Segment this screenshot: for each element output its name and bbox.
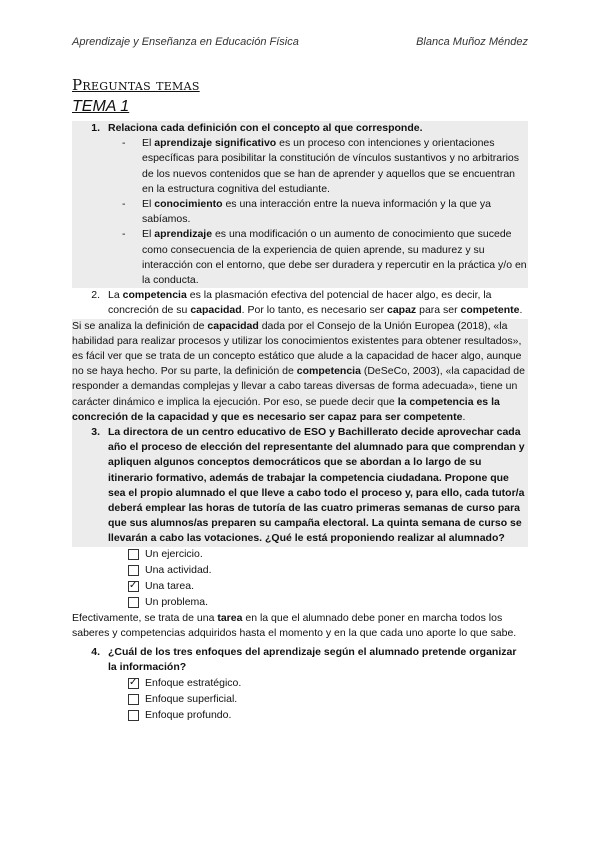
question-2: 2. La competencia es la plasmación efectiva del potencial de hacer algo, es decir, la concreción de su capacidad. Por lo tanto, es necesario ser capaz para ser competente. bbox=[72, 288, 528, 318]
option-row[interactable] bbox=[128, 692, 528, 708]
bold-term: competencia bbox=[296, 365, 361, 378]
option-row[interactable] bbox=[128, 547, 528, 563]
text: El bbox=[142, 228, 155, 241]
checkbox-checked[interactable] bbox=[128, 581, 139, 592]
dash-bullet: - bbox=[122, 228, 126, 241]
bold-term: capacidad bbox=[190, 304, 242, 317]
bold-term: aprendizaje bbox=[154, 228, 213, 241]
answer-3-paragraph: Efectivamente, se trata de una tarea en la que el alumnado debe poner en marcha todos los saberes y competencias adquiridos hasta el momento y en la que cada uno aporte lo que sabe. bbox=[72, 611, 517, 639]
question-number: 2. bbox=[91, 289, 100, 302]
bold-term: capaz bbox=[387, 304, 417, 317]
question-3 bbox=[72, 425, 528, 547]
question-text: La directora de un centro educativo de ESO y Bachillerato decide aprovechar cada año el proceso de elección del representante del alumnado para que comprendan y apliquen algunos conceptos democráticos que se abordan a lo largo de su itinerario formativo, además de trabajar la competencia ciudadana. Propone que sea el propio alumnado el que lleve a cabo todo el proceso y, para ello, cada tutor/a deberá emplear las horas de tutoría de las cuatro primeras semanas de curso para que sus alumnos/as preparen su campaña electoral. La quinta semana de curso se llevarán a cabo las votaciones. ¿Qué le está proponiendo realizar al alumnado? bbox=[108, 426, 525, 545]
question-3-options bbox=[72, 547, 528, 611]
bold-term: conocimiento bbox=[154, 198, 223, 211]
explanation-paragraph: Si se analiza la definición de capacidad dada por el Consejo de la Unión Europea (2018), «la habilidad para realizar procesos y utilizar los conocimientos existentes para obtener resultados», es fácil ver que se trata de un concepto estático que alude a la capacidad de hacer algo, aunque no se haya hecho. Por su parte, la definición de competencia (DeSeCo, 2003), «la capacidad de responder a demandas complejas y llevar a cabo tareas diversas de forma adecuada», tiene un carácter dinámico e implica la ejecución. Por eso, se puede decir que la competencia es la concreción de la capacidad y que es necesario ser capaz para ser competente. bbox=[72, 319, 528, 425]
option-row[interactable] bbox=[128, 595, 528, 611]
option-row[interactable] bbox=[128, 579, 528, 595]
text: es una interacción entre la nueva información y la que ya sabíamos. bbox=[142, 198, 492, 226]
option-row[interactable] bbox=[128, 708, 528, 724]
option-row[interactable] bbox=[128, 563, 528, 579]
dash-bullet: - bbox=[122, 198, 126, 211]
header-course: Aprendizaje y Enseñanza en Educación Física bbox=[72, 36, 299, 48]
section-title: TEMA 1 bbox=[72, 98, 130, 115]
definition-item bbox=[122, 136, 528, 197]
dash-bullet: - bbox=[122, 137, 126, 150]
text: es un proceso con intenciones y orientaciones específicas para posibilitar la constitución de vínculos sustantivos y no arbitrarios de los nuevos contenidos que se han de aprender y aquellos que se encuentran en la estructura cognitiva del estudiante. bbox=[142, 137, 520, 195]
checkbox[interactable] bbox=[128, 549, 139, 560]
option-label: Una tarea. bbox=[145, 580, 195, 593]
checkbox[interactable] bbox=[128, 565, 139, 576]
bold-term: competente bbox=[460, 304, 520, 317]
header-author: Blanca Muñoz Méndez bbox=[416, 36, 528, 48]
checkbox[interactable] bbox=[128, 694, 139, 705]
option-label: Enfoque estratégico. bbox=[145, 676, 242, 689]
option-label: Un problema. bbox=[145, 596, 209, 609]
option-label: Enfoque superficial. bbox=[145, 692, 238, 705]
text: El bbox=[142, 137, 155, 150]
question-text: ¿Cuál de los tres enfoques del aprendizaje según el alumnado pretende organizar la información? bbox=[108, 646, 517, 674]
document-body bbox=[72, 121, 528, 724]
question-1-block bbox=[72, 121, 528, 288]
text: es una modificación o un aumento de conocimiento que sucede como consecuencia de la experiencia de quien aprende, su madurez y su interacción con el entorno, que debe ser duradera y repercutir en la práctica y/o en la conducta. bbox=[142, 228, 527, 287]
definition-item bbox=[122, 197, 528, 227]
question-text: Relaciona cada definición con el concepto al que corresponde. bbox=[108, 122, 423, 134]
checkbox-checked[interactable] bbox=[128, 678, 139, 689]
question-3-block bbox=[72, 425, 528, 547]
question-4 bbox=[72, 645, 528, 675]
checkbox[interactable] bbox=[128, 597, 139, 608]
option-label: Un ejercicio. bbox=[145, 548, 203, 561]
page-title: Preguntas temas bbox=[72, 76, 200, 94]
bold-term: capacidad bbox=[207, 319, 259, 332]
bold-term: tarea bbox=[217, 611, 243, 624]
page-header bbox=[72, 36, 528, 48]
option-row[interactable] bbox=[128, 676, 528, 692]
option-label: Enfoque profundo. bbox=[145, 708, 232, 721]
text: El bbox=[142, 198, 155, 211]
bold-term: aprendizaje significativo bbox=[154, 137, 277, 150]
question-number: 1. bbox=[91, 122, 100, 134]
question-4-options bbox=[72, 676, 528, 724]
question-number: 4. bbox=[91, 646, 100, 659]
definition-item bbox=[122, 227, 528, 288]
option-label: Una actividad. bbox=[145, 564, 212, 577]
question-1 bbox=[72, 121, 528, 136]
bold-term: la competencia es la concreción de la capacidad y que es necesario ser capaz para ser competente bbox=[72, 395, 500, 423]
bold-term: competencia bbox=[122, 289, 187, 302]
question-number: 3. bbox=[91, 426, 100, 439]
checkbox[interactable] bbox=[128, 710, 139, 721]
